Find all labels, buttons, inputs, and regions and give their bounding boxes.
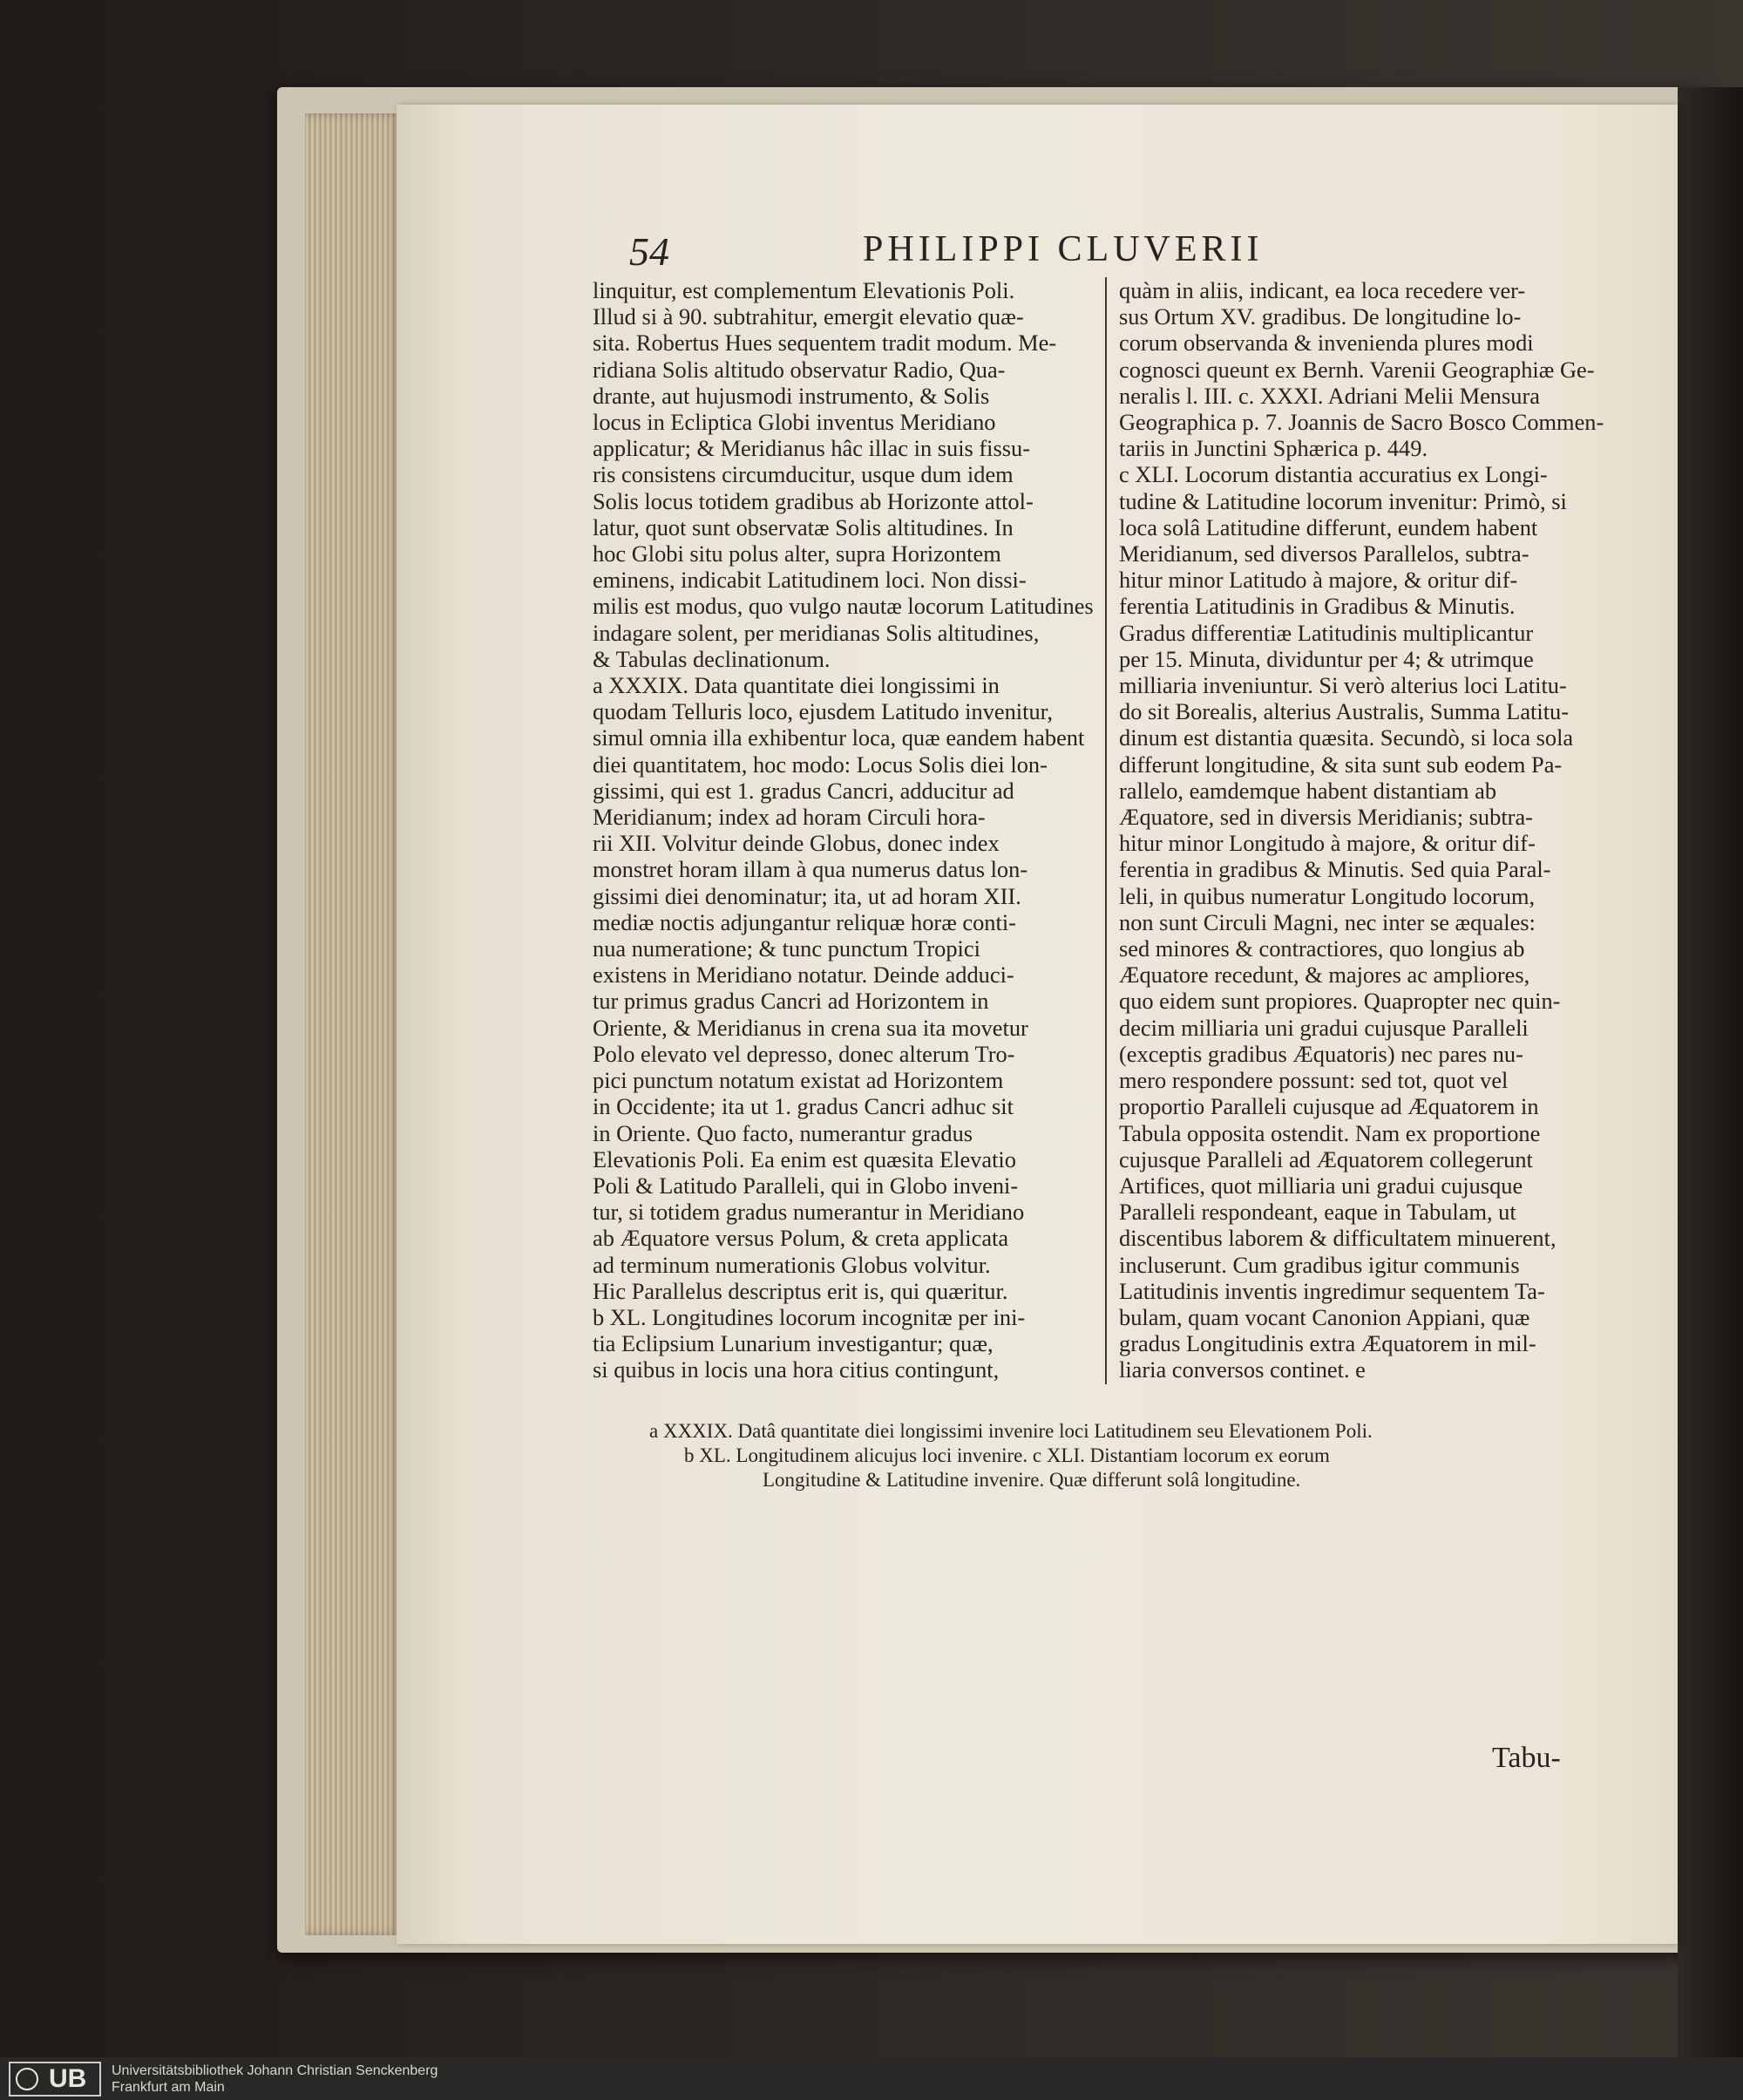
text-line: ferentia in gradibus & Minutis. Sed quia Paral- <box>1119 856 1551 883</box>
text-line: Gradus differentiæ Latitudinis multiplicantur <box>1119 619 1534 646</box>
text-line: ridiana Solis altitudo observatur Radio, Qua- <box>593 356 1006 383</box>
library-logo <box>9 2062 101 2097</box>
text-line: decim milliaria uni gradui cujusque Paralleli <box>1119 1014 1529 1041</box>
text-line: monstret horam illam à qua numerus datus lon- <box>593 856 1028 883</box>
logo-text: UB <box>49 2064 87 2093</box>
text-line: milliaria inveniuntur. Si verò alterius loci Latitu- <box>1119 672 1567 699</box>
text-line: simul omnia illa exhibentur loca, quæ eandem habent <box>593 724 1085 751</box>
text-line: Paralleli respondeant, eaque in Tabulam, ut <box>1119 1199 1516 1226</box>
text-line: tur, si totidem gradus numerantur in Meridiano <box>593 1199 1025 1226</box>
text-line: b XL. Longitudines locorum incognitæ per ini- <box>593 1303 1026 1330</box>
text-line: leli, in quibus numeratur Longitudo locorum, <box>1119 882 1536 909</box>
marginal-notes <box>649 1419 1634 1492</box>
text-line: sed minores & contractiores, quo longius ab <box>1119 935 1525 962</box>
text-line: hitur minor Longitudo à majore, & oritur dif- <box>1119 830 1536 857</box>
text-line: loca solâ Latitudine differunt, eundem habent <box>1119 513 1538 540</box>
text-line: proportio Paralleli cujusque ad Æquatorem in <box>1119 1093 1539 1120</box>
text-line: eminens, indicabit Latitudinem loci. Non dissi- <box>593 567 1027 594</box>
text-line: gissimi, qui est 1. gradus Cancri, adducitur ad <box>593 777 1014 804</box>
text-line: locus in Ecliptica Globi inventus Meridiano <box>593 409 996 436</box>
text-line: rii XII. Volvitur deinde Globus, donec index <box>593 830 1000 857</box>
text-line: in Occidente; ita ut 1. gradus Cancri adhuc sit <box>593 1093 1014 1120</box>
text-line: Elevationis Poli. Ea enim est quæsita Elevatio <box>593 1145 1016 1172</box>
text-line: ad terminum numerationis Globus volvitur. <box>593 1251 991 1278</box>
marginal-note: b XL. Longitudinem alicujus loci invenire. c XLI. Distantiam locorum ex eorum <box>684 1444 1330 1466</box>
text-line: nua numeratione; & tunc punctum Tropici <box>593 935 980 962</box>
text-line: gissimi diei denominatur; ita, ut ad horam XII. <box>593 882 1021 909</box>
text-line: milis est modus, quo vulgo nautæ locorum Latitudines <box>593 593 1094 620</box>
text-line: pici punctum notatum existat ad Horizontem <box>593 1067 1004 1094</box>
text-line: ris consistens circumducitur, usque dum idem <box>593 461 1014 488</box>
marginal-note: a XXXIX. Datâ quantitate diei longissimi invenire loci Latitudinem seu Elevationem Poli. <box>649 1420 1373 1442</box>
right-column <box>1119 277 1604 1383</box>
text-line: rallelo, eamdemque habent distantiam ab <box>1119 777 1497 804</box>
footer-line-2: Frankfurt am Main <box>112 2080 225 2095</box>
marginal-note: Longitudine & Latitudine invenire. Quæ differunt solâ longitudine. <box>763 1469 1301 1491</box>
text-line: cujusque Paralleli ad Æquatorem collegerunt <box>1119 1145 1533 1172</box>
text-line: Oriente, & Meridianus in crena sua ita movetur <box>593 1014 1028 1041</box>
text-line: quàm in aliis, indicant, ea loca recedere ver- <box>1119 277 1526 303</box>
text-line: quo eidem sunt propiores. Quapropter nec quin- <box>1119 988 1561 1015</box>
column-rule <box>1105 277 1107 1384</box>
text-line: latur, quot sunt observatæ Solis altitudines. In <box>593 513 1014 540</box>
text-line: Poli & Latitudo Paralleli, qui in Globo inveni- <box>593 1172 1019 1199</box>
text-line: non sunt Circuli Magni, nec inter se æquales: <box>1119 908 1536 935</box>
text-line: applicatur; & Meridianus hâc illac in suis fissu- <box>593 435 1031 462</box>
text-line: hitur minor Latitudo à majore, & oritur dif- <box>1119 567 1518 594</box>
text-line: per 15. Minuta, dividuntur per 4; & utrimque <box>1119 645 1534 672</box>
text-line: corum observanda & invenienda plures modi <box>1119 330 1534 357</box>
right-edge-shadow <box>1678 87 1743 2057</box>
text-line: & Tabulas declinationum. <box>593 645 831 672</box>
text-line: diei quantitatem, hoc modo: Locus Solis diei lon- <box>593 751 1048 778</box>
logo-circle-icon <box>16 2068 38 2090</box>
text-line: c XLI. Locorum distantia accuratius ex Longi- <box>1119 461 1548 488</box>
text-line: ferentia Latitudinis in Gradibus & Minutis. <box>1119 593 1516 620</box>
text-line: Illud si à 90. subtrahitur, emergit elevatio quæ- <box>593 303 1024 330</box>
text-line: Æquatore, sed in diversis Meridianis; subtra- <box>1119 804 1533 831</box>
left-column <box>593 277 1107 1383</box>
text-line: linquitur, est complementum Elevationis Poli. <box>593 277 1015 303</box>
text-line: differunt longitudine, & sita sunt sub eodem Pa- <box>1119 751 1563 778</box>
text-line: mero respondere possunt: sed tot, quot vel <box>1119 1067 1509 1094</box>
page-edges <box>305 113 401 1935</box>
text-line: dinum est distantia quæsita. Secundò, si loca sola <box>1119 724 1574 751</box>
text-line: Latitudinis inventis ingredimur sequentem Ta- <box>1119 1277 1545 1304</box>
text-line: Geographica p. 7. Joannis de Sacro Bosco Commen- <box>1119 409 1604 436</box>
text-line: in Oriente. Quo facto, numerantur gradus <box>593 1119 973 1146</box>
page-number: 54 <box>629 229 669 274</box>
text-line: tudine & Latitudine locorum invenitur: Primò, si <box>1119 487 1567 514</box>
text-line: Artifices, quot milliaria uni gradui cujusque <box>1119 1172 1523 1199</box>
text-line: (exceptis gradibus Æquatoris) nec pares nu- <box>1119 1040 1523 1067</box>
text-line: drante, aut hujusmodi instrumento, & Solis <box>593 382 990 409</box>
text-line: neralis l. III. c. XXXI. Adriani Melii Mensura <box>1119 382 1540 409</box>
text-line: Æquatore recedunt, & majores ac ampliores, <box>1119 962 1530 989</box>
text-line: Meridianum; index ad horam Circuli hora- <box>593 804 986 831</box>
footer-credit <box>112 2063 437 2096</box>
text-line: do sit Borealis, alterius Australis, Summa Latitu- <box>1119 698 1570 725</box>
text-line: tur primus gradus Cancri ad Horizontem in <box>593 988 989 1015</box>
text-line: Solis locus totidem gradibus ab Horizonte attol- <box>593 487 1034 514</box>
text-line: sita. Robertus Hues sequentem tradit modum. Me- <box>593 330 1057 357</box>
text-line: bulam, quam vocant Canonion Appiani, quæ <box>1119 1303 1530 1330</box>
text-line: liaria conversos continet. e <box>1119 1356 1366 1383</box>
text-line: ab Æquatore versus Polum, & creta applicata <box>593 1225 1009 1252</box>
text-line: Tabula opposita ostendit. Nam ex proportione <box>1119 1119 1541 1146</box>
text-line: Meridianum, sed diversos Parallelos, subtra- <box>1119 540 1529 567</box>
text-line: si quibus in locis una hora citius contingunt, <box>593 1356 1000 1383</box>
footer-line-1: Universitätsbibliothek Johann Christian Senckenberg <box>112 2063 438 2078</box>
text-line: indagare solent, per meridianas Solis altitudines, <box>593 619 1040 646</box>
text-line: Hic Parallelus descriptus erit is, qui quæritur. <box>593 1277 1008 1304</box>
text-line: incluserunt. Cum gradibus igitur communis <box>1119 1251 1520 1278</box>
text-line: tariis in Junctini Sphærica p. 449. <box>1119 435 1428 462</box>
footer-bar <box>0 2057 1743 2100</box>
text-line: existens in Meridiano notatur. Deinde adduci- <box>593 962 1014 989</box>
running-head: PHILIPPI CLUVERII <box>863 229 1264 269</box>
text-line: cognosci queunt ex Bernh. Varenii Geographiæ Ge- <box>1119 356 1595 383</box>
text-line: hoc Globi situ polus alter, supra Horizontem <box>593 540 1001 567</box>
text-line: mediæ noctis adjungantur reliquæ horæ conti- <box>593 908 1016 935</box>
text-line: gradus Longitudinis extra Æquatorem in mil- <box>1119 1330 1536 1357</box>
text-line: discentibus laborem & difficultatem minuerent, <box>1119 1225 1556 1252</box>
text-line: tia Eclipsium Lunarium investigantur; quæ, <box>593 1330 994 1357</box>
text-line: quodam Telluris loco, ejusdem Latitudo invenitur, <box>593 698 1053 725</box>
text-line: Polo elevato vel depresso, donec alterum Tro- <box>593 1040 1015 1067</box>
text-line: sus Ortum XV. gradibus. De longitudine lo- <box>1119 303 1522 330</box>
catchword: Tabu- <box>1492 1742 1561 1774</box>
text-line: a XXXIX. Data quantitate diei longissimi in <box>593 672 1000 699</box>
